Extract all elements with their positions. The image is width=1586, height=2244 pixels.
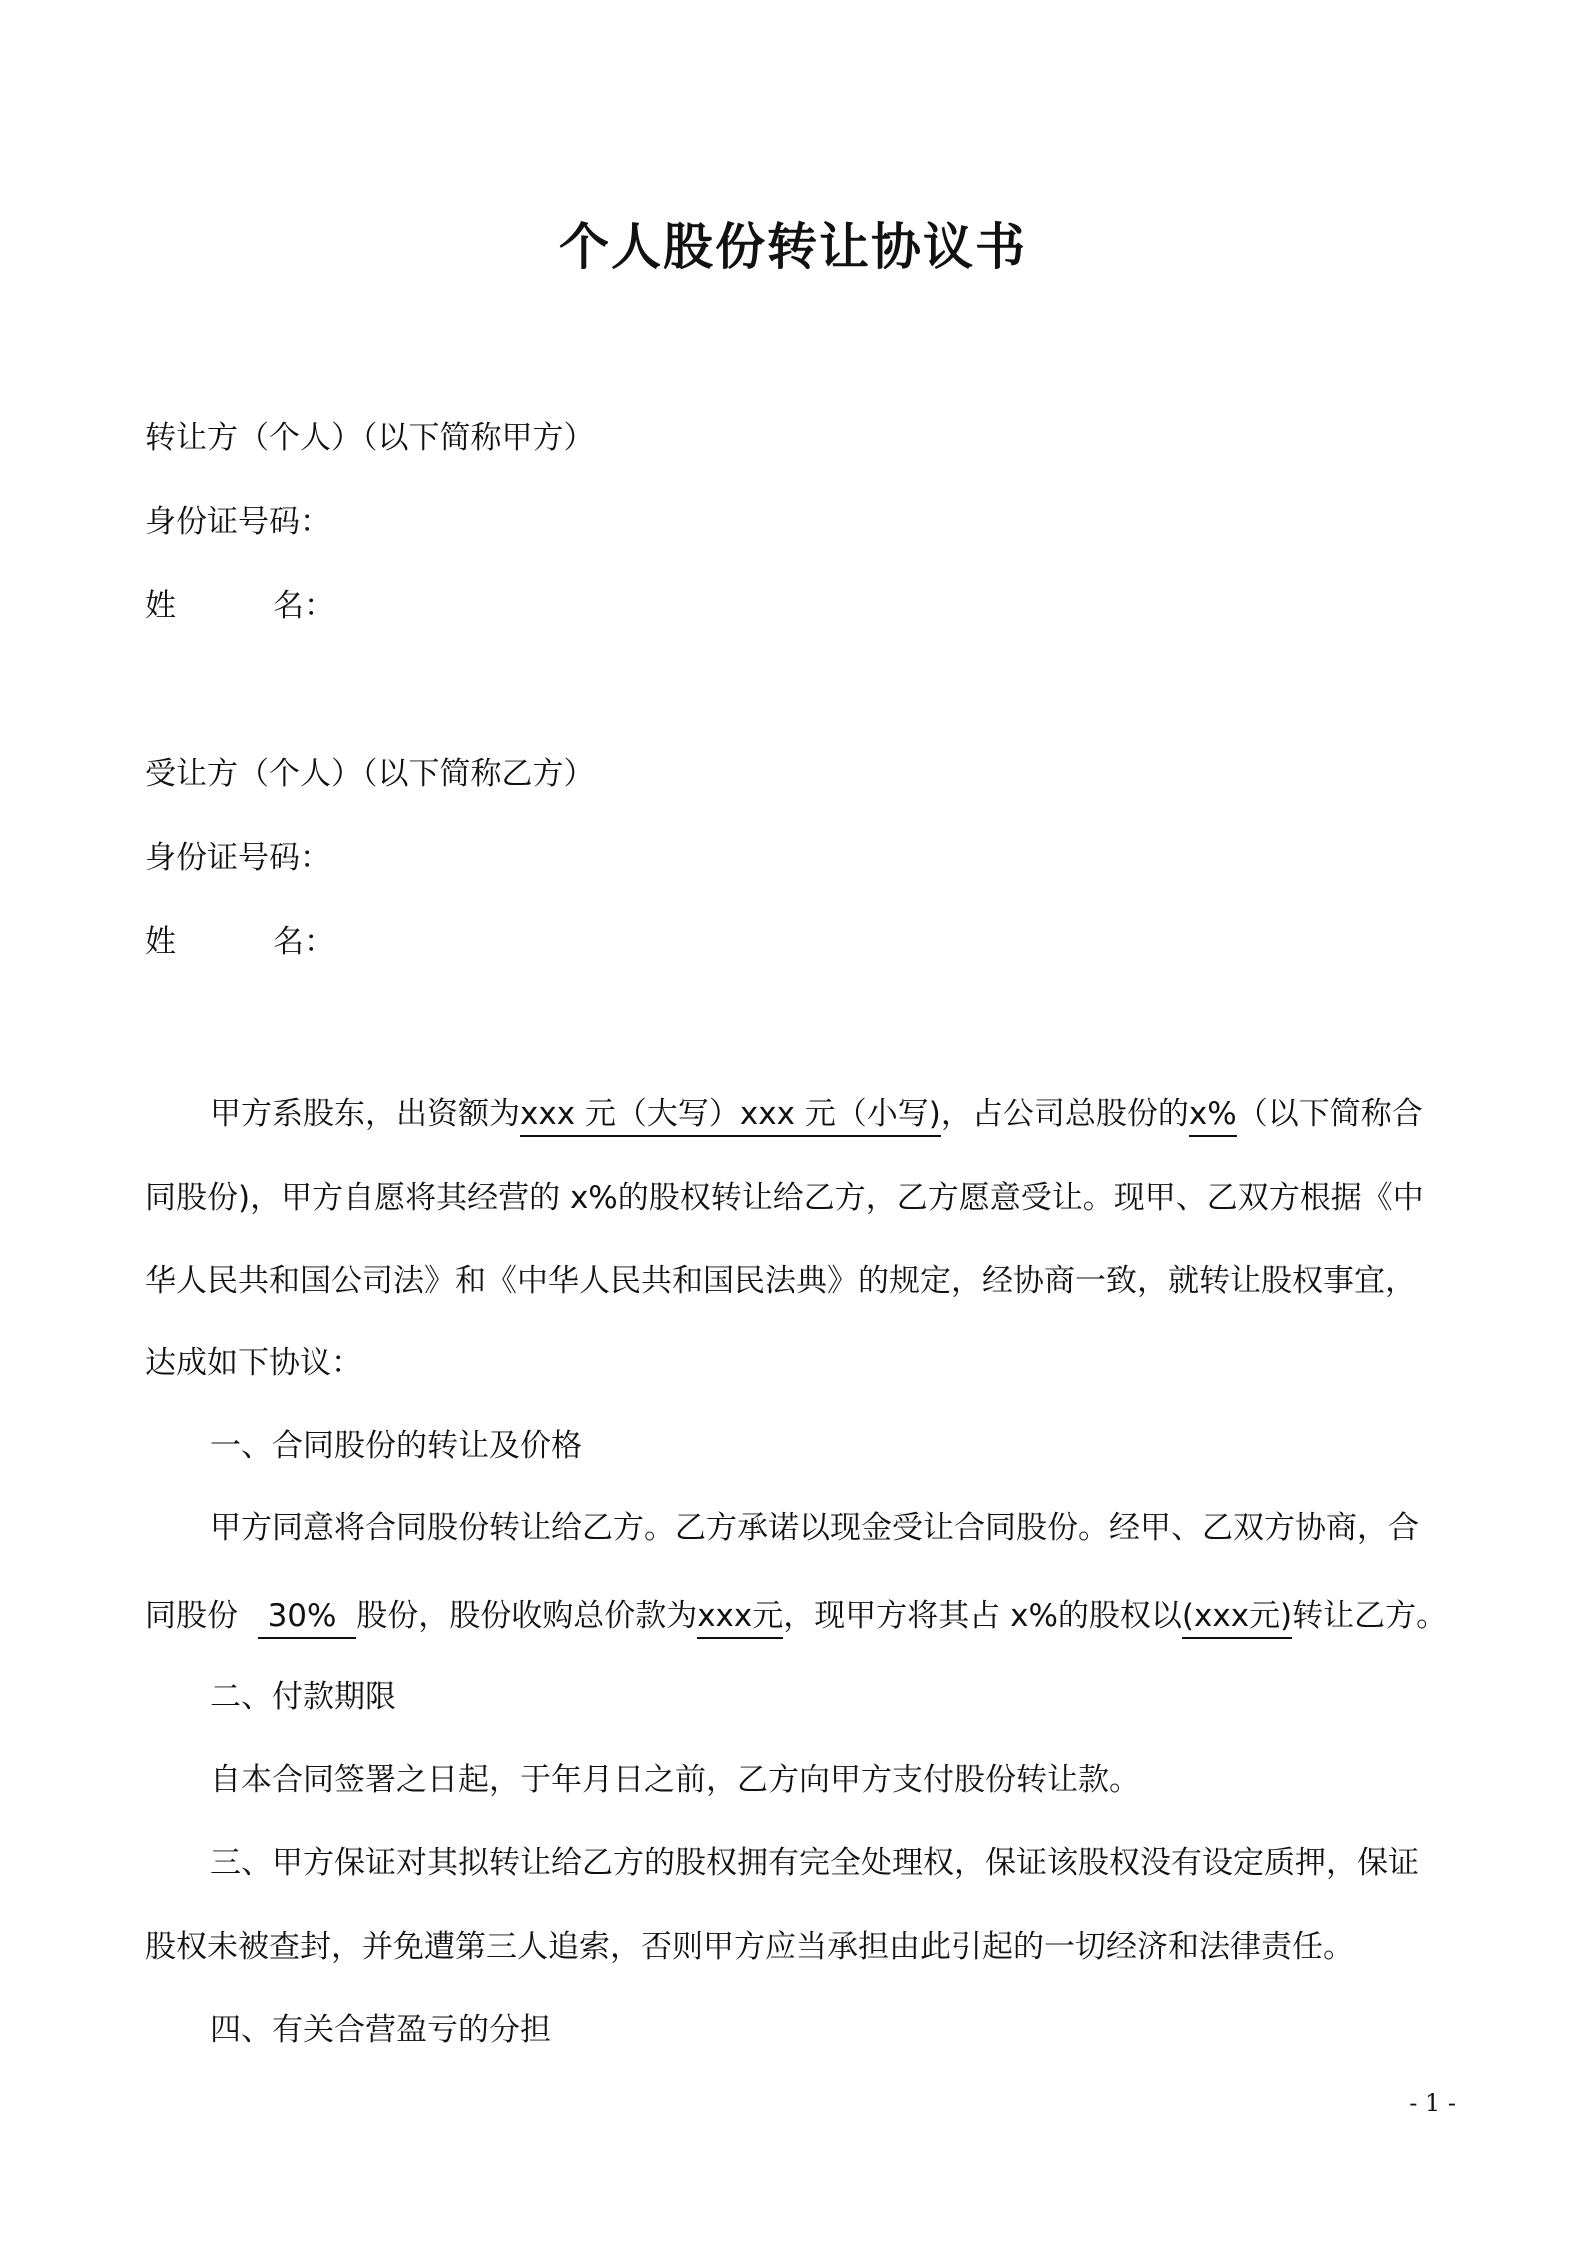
page-number: - 1 - [1409, 2089, 1456, 2117]
total-price: xxx元 [697, 1598, 783, 1639]
section-1-text: ，现甲方将其占 x%的股权以 [783, 1598, 1182, 1634]
section-4-heading: 四、有关合营盈亏的分担 [210, 2012, 551, 2048]
intro-line-3: 华人民共和国公司法》和《中华人民共和国民法典》的规定，经协商一致，就转让股权事宜， [145, 1263, 1416, 1299]
intro-line-4: 达成如下协议： [145, 1345, 362, 1381]
section-1-text: 同股份 [145, 1598, 238, 1634]
section-3-line-1: 三、甲方保证对其拟转让给乙方的股权拥有完全处理权，保证该股权没有设定质押，保证 [210, 1845, 1419, 1881]
intro-text: ，占公司总股份的 [940, 1096, 1189, 1132]
name-label-char-1: 姓 [145, 588, 176, 624]
transferor-heading: 转让方（个人）（以下简称甲方） [145, 420, 595, 456]
section-1-text: 转让乙方。 [1292, 1598, 1448, 1634]
section-2-heading: 二、付款期限 [210, 1679, 396, 1715]
section-1-line-2 [145, 1594, 1447, 1638]
intro-text: （以下简称合 [1236, 1096, 1423, 1132]
section-2-line-1: 自本合同签署之日起，于年月日之前，乙方向甲方支付股份转让款。 [210, 1762, 1140, 1798]
capital-amount: xxx 元（大写）xxx 元（小写) [520, 1096, 941, 1137]
transfer-price: (xxx元) [1182, 1598, 1292, 1639]
transferee-heading: 受让方（个人）（以下简称乙方） [145, 756, 595, 792]
intro-line-2: 同股份)，甲方自愿将其经营的 x%的股权转让给乙方，乙方愿意受让。现甲、乙双方根据《中 [145, 1180, 1424, 1216]
intro-line-1 [210, 1092, 1423, 1136]
section-3-line-2: 股权未被查封，并免遭第三人追索，否则甲方应当承担由此引起的一切经济和法律责任。 [145, 1929, 1354, 1965]
share-ratio: 30% [258, 1598, 356, 1639]
section-1-line-1: 甲方同意将合同股份转让给乙方。乙方承诺以现金受让合同股份。经甲、乙双方协商，合 [210, 1510, 1419, 1546]
share-percent: x% [1189, 1096, 1237, 1137]
transferee-id-label: 身份证号码： [145, 840, 331, 876]
transferor-name-label [145, 584, 335, 628]
transferee-name-label [145, 920, 335, 964]
section-1-text: 股份，股份收购总价款为 [356, 1598, 698, 1634]
document-title: 个人股份转让协议书 [559, 218, 1027, 276]
transferor-id-label: 身份证号码： [145, 504, 331, 540]
name-label-char-2: 名： [273, 588, 335, 624]
section-1-heading: 一、合同股份的转让及价格 [210, 1428, 582, 1464]
name-label-char-1: 姓 [145, 924, 176, 960]
intro-text: 甲方系股东，出资额为 [210, 1096, 520, 1132]
name-label-char-2: 名： [273, 924, 335, 960]
